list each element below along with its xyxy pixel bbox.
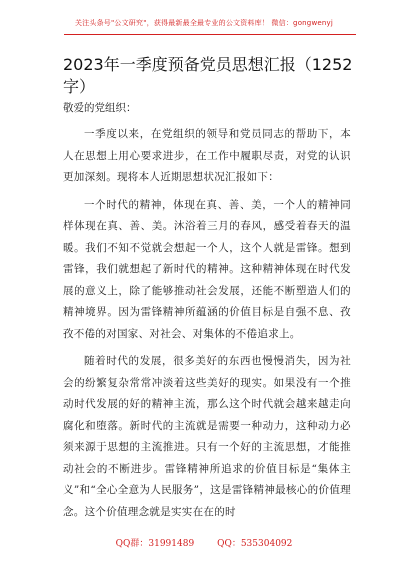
body-paragraph-2: 一个时代的精神，体现在真、善、美，一个人的精神同样体现在真、善、美。沐浴着三月的春风，感受着春天的温暖。我们不知不觉就会想起一个人，这个人就是雷锋。想到雷锋，我们就想起了新时代的精神。这种精神体现在时代发展的意义上，除了能够推动社会发展，还能不断塑造人们的精神境界。因为雷锋精神所蕴涵的价值目标是自强不息、孜孜不倦的对国家、对社会、对集体的不倦追求上。	[63, 198, 351, 340]
header-divider	[64, 34, 356, 35]
salutation: 敬爱的党组织：	[63, 102, 137, 114]
footer-qq-group: QQ群：31991489	[115, 539, 195, 549]
body-paragraph-3: 随着时代的发展，很多美好的东西也慢慢消失，因为社会的纷繁复杂常常冲淡着这些美好的现实。如果没有一个推动时代发展的好的精神主流，那么这个时代就会越来越走向腐化和堕落。新时代的主流就是需要一种动力，这种动力必须来源于思想的主流推进。只有一个好的主流思想，才能推动社会的不断进步。雷锋精神所追求的价值目标是“集体主义”和“全心全意为人民服务”，这是雷锋精神最核心的价值理念。这个价值理念就是实实在在的时	[63, 355, 351, 518]
header-banner: 关注头条号"公文研究"，获得最新最全最专业的公文资料库！ 微信：gongwenyj	[74, 19, 334, 27]
footer-contact	[0, 536, 408, 549]
document-title: 2023年一季度预备党员思想汇报（1252字）	[63, 55, 353, 96]
footer-qq: QQ：535304092	[217, 539, 293, 549]
document-body	[63, 124, 351, 529]
body-paragraph-1: 一季度以来，在党组织的领导和党员同志的帮助下，本人在思想上用心要求进步，在工作中履职尽责，对党的认识更加深刻。现将本人近期思想状况汇报如下：	[63, 128, 351, 183]
